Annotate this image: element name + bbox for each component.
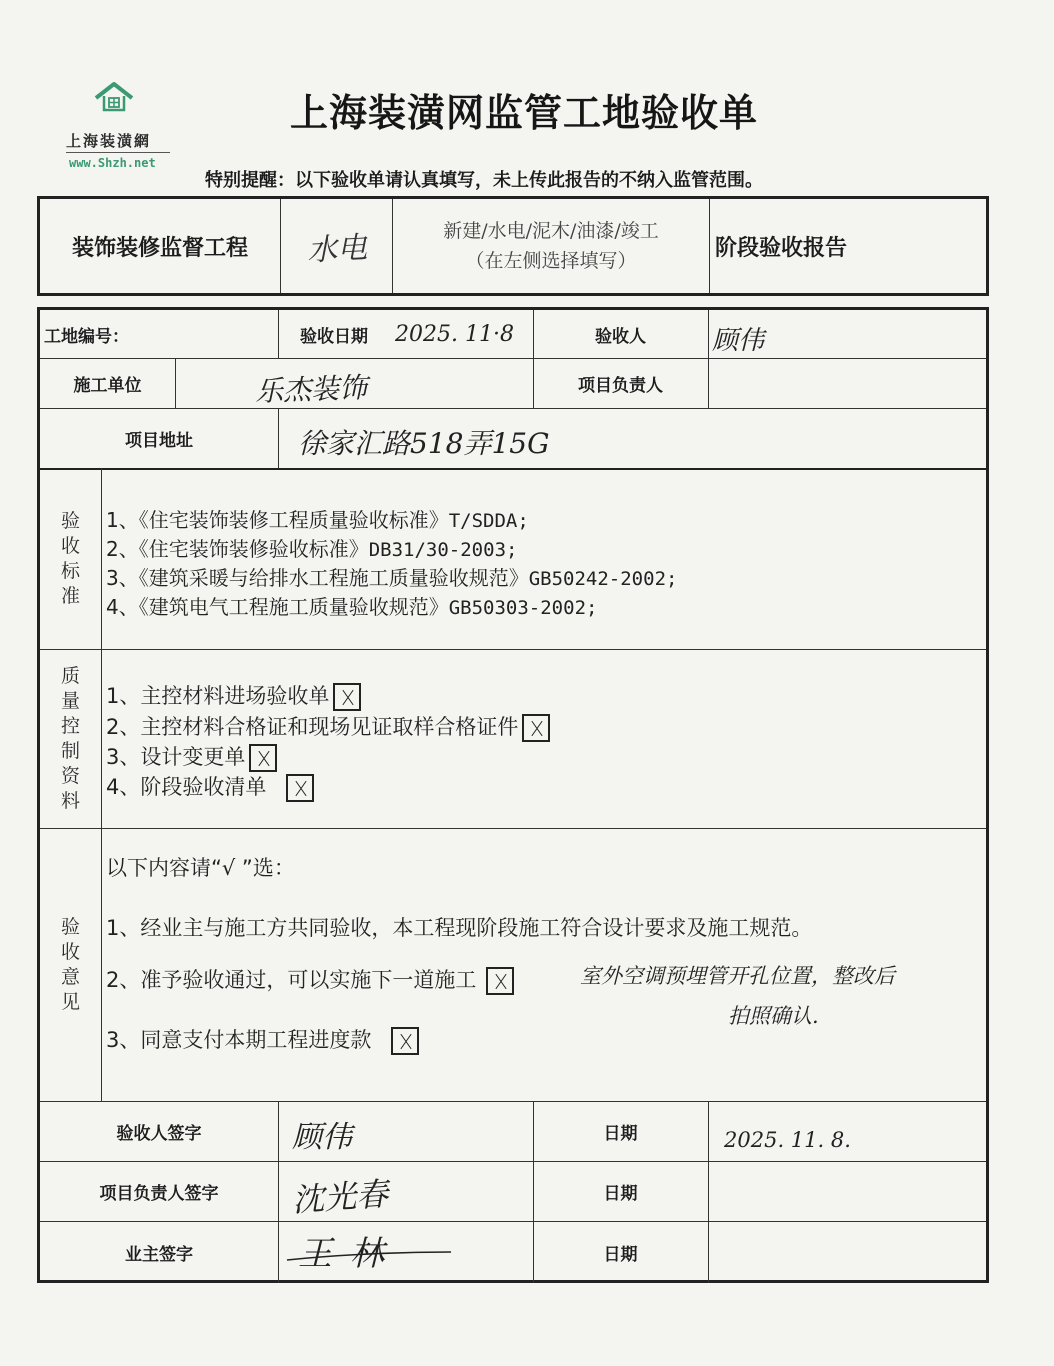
- report-label: 阶段验收报告: [715, 235, 848, 261]
- opinion-item-2: 2、准予验收通过，可以实施下一道施工: [106, 964, 514, 995]
- inspector-signature[interactable]: 顾伟: [292, 1120, 352, 1155]
- checkbox-checked[interactable]: [486, 967, 514, 995]
- date-label: 日期: [603, 1123, 638, 1144]
- quality-label: 质 量 控 制 资 料: [60, 664, 80, 812]
- stage-options-line2: （在左侧选择填写）: [465, 250, 637, 272]
- checkbox-checked[interactable]: [522, 714, 550, 742]
- quality-item: 2、主控材料合格证和现场见证取样合格证件: [106, 711, 550, 742]
- stage-options-line1: 新建/水电/泥木/油漆/竣工: [443, 220, 659, 242]
- page-title: 上海装潢网监管工地验收单: [290, 91, 759, 135]
- contractor-value[interactable]: 乐杰装饰: [254, 371, 368, 408]
- opinion-note-line2[interactable]: 拍照确认.: [728, 1004, 819, 1028]
- inspector-label: 验收人: [595, 326, 646, 347]
- inspect-date-label: 验收日期: [300, 326, 368, 347]
- standard-item: 2、《住宅装饰装修验收标准》DB31/30-2003;: [106, 537, 518, 561]
- stage-handwritten: 水电: [305, 230, 368, 269]
- inspector-value[interactable]: 顾伟: [712, 326, 765, 356]
- house-logo-icon: [92, 80, 136, 116]
- standard-item: 1、《住宅装饰装修工程质量验收标准》T/SDDA;: [106, 508, 529, 532]
- site-no-label: 工地编号：: [44, 326, 129, 347]
- date-label: 日期: [603, 1183, 638, 1204]
- opinion-note-line1[interactable]: 室外空调预埋管开孔位置，整改后: [580, 964, 895, 988]
- pm-signature[interactable]: 沈光春: [290, 1174, 390, 1220]
- opinion-label: 验 收 意 见: [60, 915, 80, 1013]
- standard-item: 3、《建筑采暖与给排水工程施工质量验收规范》GB50242-2002;: [106, 566, 678, 590]
- logo: [60, 80, 178, 180]
- quality-item: 4、阶段验收清单: [106, 771, 314, 802]
- project-label: 装饰装修监督工程: [40, 199, 281, 293]
- standards-label: 验 收 标 准: [60, 509, 80, 607]
- checkbox-checked[interactable]: [286, 774, 314, 802]
- main-table: [37, 307, 989, 1283]
- stage-options: [393, 199, 710, 293]
- checkbox-checked[interactable]: [333, 683, 361, 711]
- sign-date-value[interactable]: 2025. 11. 8.: [724, 1128, 851, 1152]
- owner-sign-label: 业主签字: [125, 1244, 193, 1265]
- inspector-sign-label: 验收人签字: [116, 1123, 202, 1144]
- pm-label: 项目负责人: [578, 375, 663, 396]
- quality-item: 1、主控材料进场验收单: [106, 680, 361, 711]
- logo-url: www.Shzh.net: [69, 156, 156, 170]
- header-table: [37, 196, 989, 296]
- signature-stroke: [285, 1240, 455, 1270]
- stage-cell[interactable]: [281, 199, 393, 293]
- pm-sign-label: 项目负责人签字: [99, 1183, 219, 1204]
- contractor-label: 施工单位: [73, 375, 142, 396]
- notice-text: 特别提醒：以下验收单请认真填写，未上传此报告的不纳入监管范围。: [205, 170, 763, 191]
- date-label: 日期: [603, 1244, 638, 1265]
- inspect-date-value[interactable]: 2025. 11·8: [395, 322, 514, 347]
- checkbox-checked[interactable]: [391, 1027, 419, 1055]
- opinion-item-3: 3、同意支付本期工程进度款: [106, 1024, 419, 1055]
- checkbox-checked[interactable]: [249, 744, 277, 772]
- address-label: 项目地址: [125, 430, 193, 451]
- logo-divider: [66, 152, 170, 153]
- standard-item: 4、《建筑电气工程施工质量验收规范》GB50303-2002;: [106, 595, 598, 619]
- owner-signature[interactable]: 王林: [298, 1234, 402, 1274]
- quality-item: 3、设计变更单: [106, 741, 277, 772]
- opinion-intro: 以下内容请“√ ”选：: [106, 856, 295, 880]
- opinion-item-1: 1、经业主与施工方共同验收，本工程现阶段施工符合设计要求及施工规范。: [106, 916, 813, 940]
- address-value[interactable]: 徐家汇路518弄15G: [298, 427, 550, 460]
- logo-name: 上海装潢網: [66, 132, 152, 150]
